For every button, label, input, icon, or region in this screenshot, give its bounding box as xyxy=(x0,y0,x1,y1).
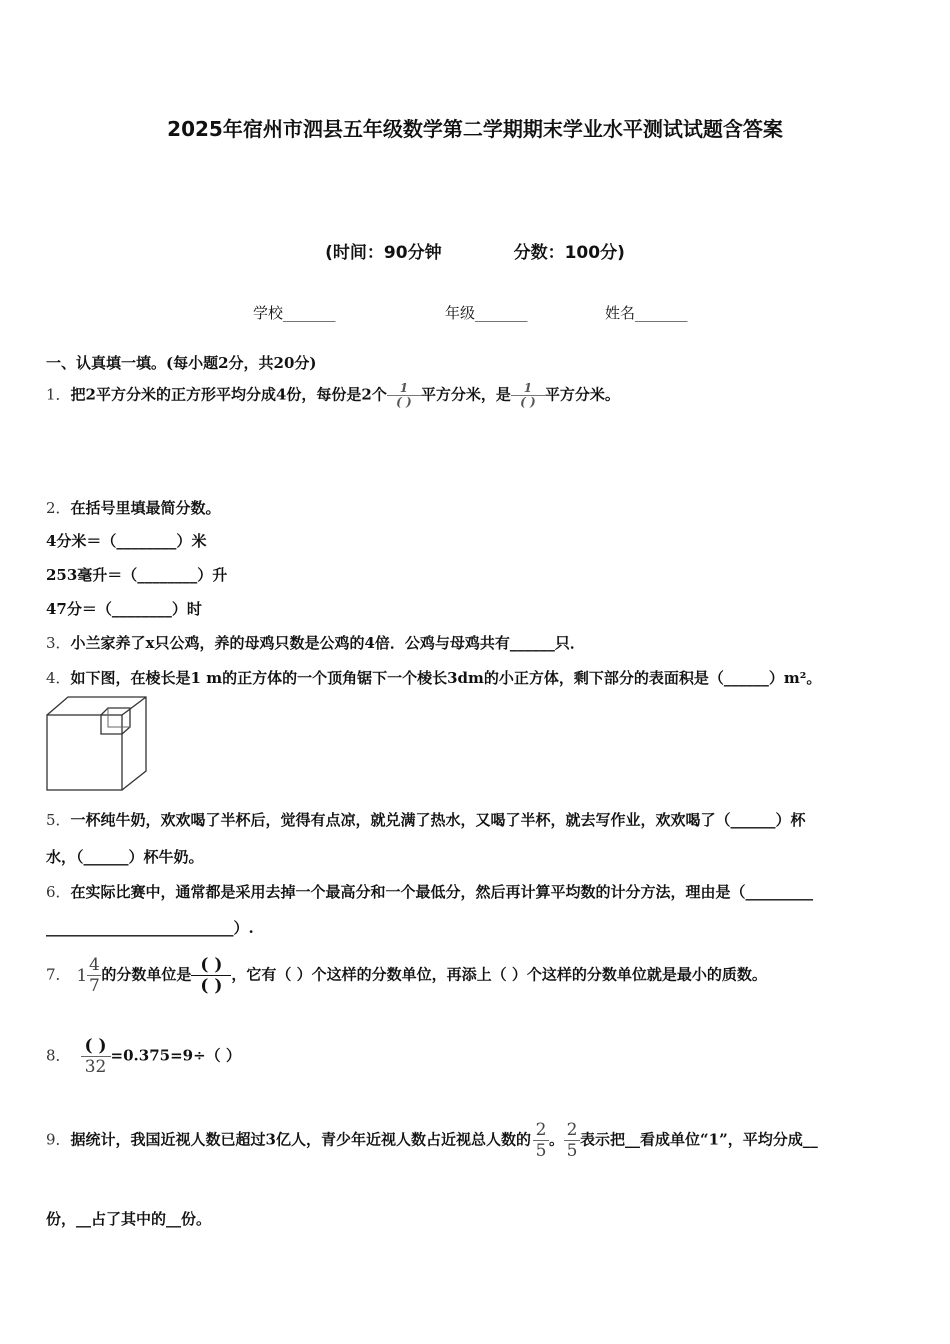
question-text: 据统计，我国近视人数已超过3亿人，青少年近视人数占近视总人数的 xyxy=(70,1130,531,1149)
whole-part: 1 xyxy=(76,965,88,986)
fraction-blank xyxy=(191,955,231,996)
denominator: 5 xyxy=(535,1141,547,1161)
question-7 xyxy=(46,955,767,996)
question-text: =0.375=9÷（ ） xyxy=(110,1046,241,1065)
fill-line: 47分＝（________）时 xyxy=(46,600,202,618)
question-number: 2． xyxy=(46,499,71,517)
question-number: 7． xyxy=(46,965,71,984)
question-6 xyxy=(46,881,813,902)
cube-back-edges xyxy=(47,697,146,790)
question-text: 表示把__看成单位“1”，平均分成__ xyxy=(580,1130,818,1149)
numerator: 1 xyxy=(523,381,533,395)
denominator: 7 xyxy=(88,976,100,996)
question-text: 在实际比赛中，通常都是采用去掉一个最高分和一个最低分，然后再计算平均数的计分方法，理由是（_________ xyxy=(70,883,814,901)
section-heading: 一、认真填一填。(每小题2分，共20分) xyxy=(46,354,317,372)
question-number: 8． xyxy=(46,1046,71,1065)
cube-front-face xyxy=(47,715,122,790)
question-2 xyxy=(46,497,221,518)
question-text: 一杯纯牛奶，欢欢喝了半杯后，觉得有点凉，就兑满了热水，又喝了半杯，就去写作业，欢欢喝了（______）杯 xyxy=(70,811,806,829)
denominator-blank: ( ) xyxy=(200,976,223,996)
exam-time: (时间：90分钟 xyxy=(325,243,442,263)
fraction xyxy=(511,382,545,409)
fraction xyxy=(564,1120,580,1161)
numerator: 1 xyxy=(399,381,409,395)
cut-cube-front xyxy=(101,715,122,734)
question-8 xyxy=(46,1036,241,1077)
question-number: 4． xyxy=(46,669,71,687)
exam-score: 分数：100分) xyxy=(513,243,625,263)
question-text: 小兰家养了x只公鸡，养的母鸡只数是公鸡的4倍．公鸡与母鸡共有______只． xyxy=(70,634,585,652)
fraction xyxy=(387,382,421,409)
question-text: 平方分米，是 xyxy=(420,385,511,404)
fraction xyxy=(87,955,101,996)
denominator-blank: ( ) xyxy=(396,395,412,409)
question-number: 5． xyxy=(46,811,71,829)
denominator: 5 xyxy=(566,1141,578,1161)
question-text: 把2平方分米的正方形平均分成4份，每份是2个 xyxy=(70,385,387,404)
question-3 xyxy=(46,632,585,653)
page-title: 2025年宿州市泗县五年级数学第二学期期末学业水平测试试题含答案 xyxy=(167,117,783,141)
question-4 xyxy=(46,667,821,688)
punctuation: 。 xyxy=(549,1130,565,1149)
grade-field: 年级_______ xyxy=(445,304,528,322)
question-5-cont: 水，（______）杯牛奶。 xyxy=(46,848,204,866)
numerator: 2 xyxy=(566,1120,578,1140)
exam-meta xyxy=(0,238,950,263)
school-field: 学校_______ xyxy=(253,304,336,322)
numerator: 4 xyxy=(88,955,100,975)
question-number: 1． xyxy=(46,385,71,404)
mixed-number xyxy=(77,966,88,986)
numerator: 2 xyxy=(535,1120,547,1140)
numerator-blank: ( ) xyxy=(84,1036,107,1056)
question-9 xyxy=(46,1120,818,1161)
question-6-cont: _________________________）. xyxy=(46,919,254,937)
question-9-cont: 份，__占了其中的__份。 xyxy=(46,1210,212,1228)
question-text: 平方分米。 xyxy=(544,385,620,404)
fill-line: 253毫升＝（________）升 xyxy=(46,566,228,584)
cube-edge xyxy=(122,697,146,715)
question-1 xyxy=(46,382,620,409)
numerator-blank: ( ) xyxy=(200,955,223,975)
denominator-blank: ( ) xyxy=(520,395,536,409)
denominator: 32 xyxy=(84,1057,107,1077)
question-number: 6． xyxy=(46,883,71,901)
fill-line: 4分米＝（________）米 xyxy=(46,532,207,550)
question-5 xyxy=(46,809,806,830)
cube-diagram xyxy=(44,694,152,794)
question-number: 9． xyxy=(46,1130,71,1149)
fraction xyxy=(533,1120,549,1161)
name-field: 姓名_______ xyxy=(605,304,688,322)
fraction xyxy=(81,1036,111,1077)
question-text: 的分数单位是 xyxy=(101,965,192,984)
question-text: ，它有（ ）个这样的分数单位，再添上（ ）个这样的分数单位就是最小的质数。 xyxy=(231,965,767,984)
question-number: 3． xyxy=(46,634,71,652)
question-text: 如下图，在棱长是1 m的正方体的一个顶角锯下一个棱长3dm的小正方体，剩下部分的表面积是（______）m²。 xyxy=(70,669,822,687)
question-text: 在括号里填最简分数。 xyxy=(70,499,221,517)
